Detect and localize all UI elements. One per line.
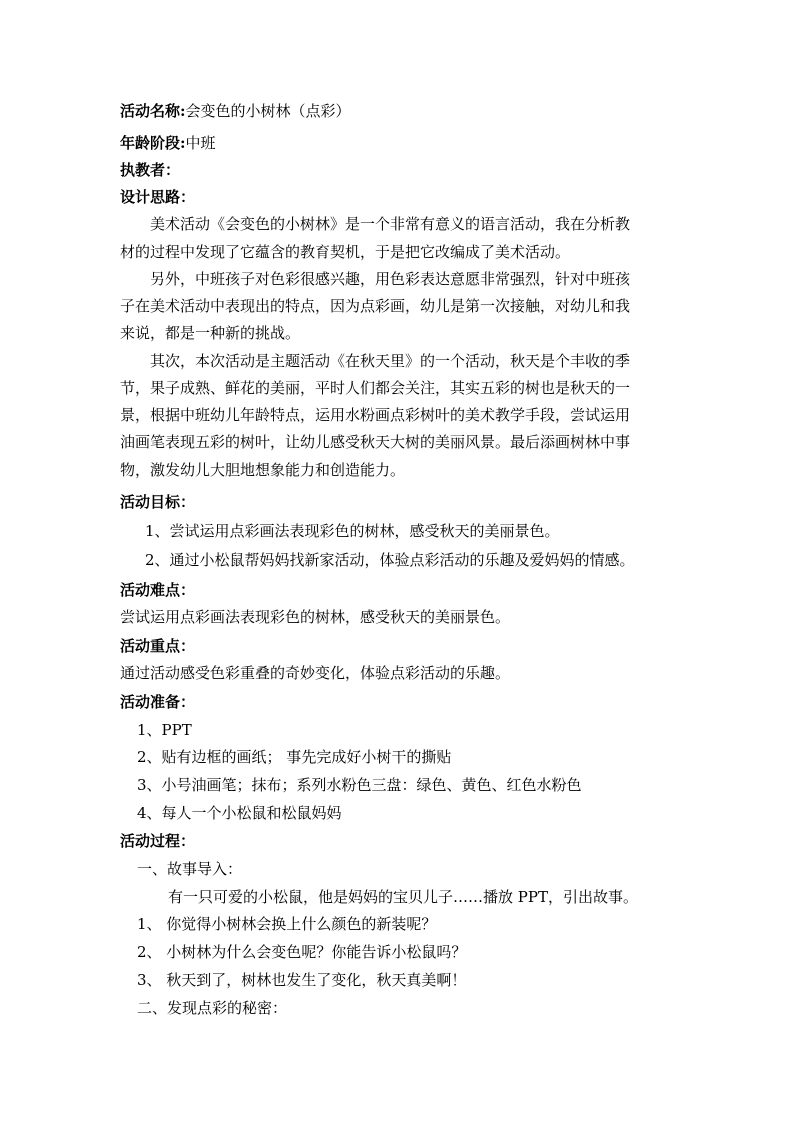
teacher-label: 执教者： <box>120 161 181 179</box>
difficulty-text: 尝试运用点彩画法表现彩色的树林，感受秋天的美丽景色。 <box>120 608 511 626</box>
process-intro: 有一只可爱的小松鼠，他是妈妈的宝贝儿子……播放 PPT，引出故事。 <box>168 888 638 906</box>
design-line: 来说，都是一种新的挑战。 <box>120 324 301 342</box>
goal-item: 1、尝试运用点彩画法表现彩色的树林，感受秋天的美丽景色。 <box>145 522 560 540</box>
design-line: 节，果子成熟、鲜花的美丽，平时人们都会关注，其实五彩的树也是秋天的一 <box>120 379 631 397</box>
design-line: 物，激发幼儿大胆地想象能力和创造能力。 <box>120 461 406 479</box>
process-heading: 活动过程： <box>120 832 196 850</box>
process-question: 3、 秋天到了，树林也发生了变化，秋天真美啊！ <box>137 971 467 989</box>
prep-item: 2、贴有边框的画纸； 事先完成好小树干的撕贴 <box>137 748 452 766</box>
design-line: 另外，中班孩子对色彩很感兴趣，用色彩表达意愿非常强烈，针对中班孩 <box>150 270 631 288</box>
prep-heading: 活动准备： <box>120 693 196 711</box>
goals-heading: 活动目标： <box>120 493 196 511</box>
design-line: 油画笔表现五彩的树叶，让幼儿感受秋天大树的美丽风景。最后添画树林中事 <box>120 433 631 451</box>
prep-item: 4、每人一个小松鼠和松鼠妈妈 <box>137 804 342 822</box>
design-line: 美术活动《会变色的小树林》是一个非常有意义的语言活动，我在分析教 <box>150 215 631 233</box>
age-line <box>120 133 216 153</box>
prep-item: 1、PPT <box>137 721 192 739</box>
prep-item: 3、小号油画笔；抹布；系列水粉色三盘：绿色、黄色、红色水粉色 <box>137 776 582 794</box>
process-question: 2、 小树林为什么会变色呢？你能告诉小松鼠吗？ <box>137 943 467 961</box>
activity-name-value: 会变色的小树林（点彩） <box>185 102 351 120</box>
focus-text: 通过活动感受色彩重叠的奇妙变化，体验点彩活动的乐趣。 <box>120 664 511 682</box>
age-value: 中班 <box>185 134 216 152</box>
activity-name-line <box>120 101 351 121</box>
process-section-2: 二、发现点彩的秘密： <box>137 999 288 1017</box>
design-line: 子在美术活动中表现出的特点，因为点彩画，幼儿是第一次接触，对幼儿和我 <box>120 297 631 315</box>
focus-heading: 活动重点： <box>120 637 196 655</box>
design-heading: 设计思路： <box>120 188 196 206</box>
process-section-1: 一、故事导入： <box>137 860 243 878</box>
difficulty-heading: 活动难点： <box>120 581 196 599</box>
age-label: 年龄阶段: <box>120 134 186 152</box>
activity-name-label: 活动名称: <box>120 102 186 120</box>
process-question: 1、 你觉得小树林会换上什么颜色的新装呢？ <box>137 915 437 933</box>
design-line: 景，根据中班幼儿年龄特点，运用水粉画点彩树叶的美术教学手段，尝试运用 <box>120 406 631 424</box>
design-line: 材的过程中发现了它蕴含的教育契机，于是把它改编成了美术活动。 <box>120 243 571 261</box>
goal-item: 2、通过小松鼠帮妈妈找新家活动，体验点彩活动的乐趣及爱妈妈的情感。 <box>145 551 635 569</box>
design-line: 其次，本次活动是主题活动《在秋天里》的一个活动，秋天是个丰收的季 <box>150 352 631 370</box>
